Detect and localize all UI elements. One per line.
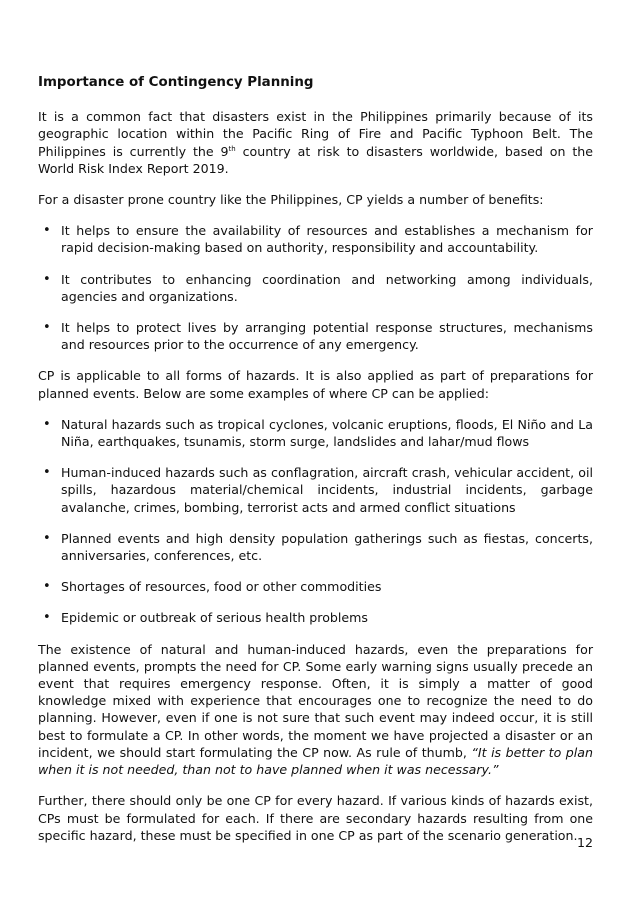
- example-item: • Human-induced hazards such as conflagration, aircraft crash, vehicular accident, oil spills, hazardous material/chemical incidents, industrial incidents, garbage avalanche, crimes, bombing, terrorist acts and armed conflict situations: [38, 464, 593, 516]
- ordinal-superscript: th: [228, 144, 236, 153]
- intro-text-part1: It is a common fact that disasters exist in the Philippines primarily because of its geographic location within the Pacific Ring of Fire and Pacific Typhoon Belt. The Philippines is currently the 9: [38, 109, 593, 159]
- page-number: 12: [576, 835, 593, 850]
- section-heading: Importance of Contingency Planning: [38, 75, 314, 90]
- example-item: • Epidemic or outbreak of serious health problems: [38, 609, 593, 626]
- rule-of-thumb-quote: “It is better to plan when it is not needed, than not to have planned when it was necessary.”: [38, 744, 593, 778]
- rationale-text: The existence of natural and human-induced hazards, even the preparations for planned events, prompts the need for CP. Some early warning signs usually precede an event that requires emergency response. Often, it is simply a matter of good knowledge mixed with experience that encourages one to recognize the need to do planning. However, even if one is not sure that such event may indeed occur, it is still best to formulate a CP. In other words, the moment we have projected a disaster or an incident, we should start formulating the CP now. As rule of thumb,: [38, 641, 593, 760]
- examples-list: [38, 416, 593, 627]
- example-item: • Natural hazards such as tropical cyclones, volcanic eruptions, floods, El Niño and La Niña, earthquakes, tsunamis, storm surge, landslides and lahar/mud flows: [38, 416, 593, 450]
- rationale-paragraph: [38, 641, 593, 779]
- benefit-item: • It contributes to enhancing coordination and networking among individuals, agencies and organizations.: [38, 271, 593, 305]
- benefit-item: • It helps to protect lives by arranging potential response structures, mechanisms and resources prior to the occurrence of any emergency.: [38, 319, 593, 353]
- intro-text-part2: country at risk to disasters worldwide, based on the World Risk Index Report 2019.: [38, 143, 593, 176]
- benefit-item: • It helps to ensure the availability of resources and establishes a mechanism for rapid decision-making based on authority, responsibility and accountability.: [38, 222, 593, 256]
- benefits-list: [38, 222, 593, 353]
- benefits-intro-paragraph: For a disaster prone country like the Philippines, CP yields a number of benefits:: [38, 192, 544, 208]
- example-item: • Shortages of resources, food or other commodities: [38, 578, 593, 595]
- example-item: • Planned events and high density population gatherings such as fiestas, concerts, anniversaries, conferences, etc.: [38, 530, 593, 564]
- document-page: [38, 74, 593, 858]
- applicability-paragraph: CP is applicable to all forms of hazards. It is also applied as part of preparations for planned events. Below are some examples of where CP can be applied:: [38, 368, 593, 401]
- closing-paragraph: Further, there should only be one CP for every hazard. If various kinds of hazards exist, CPs must be formulated for each. If there are secondary hazards resulting from one specific hazard, these must be specified in one CP as part of the scenario generation.: [38, 793, 593, 843]
- intro-paragraph: [38, 108, 593, 177]
